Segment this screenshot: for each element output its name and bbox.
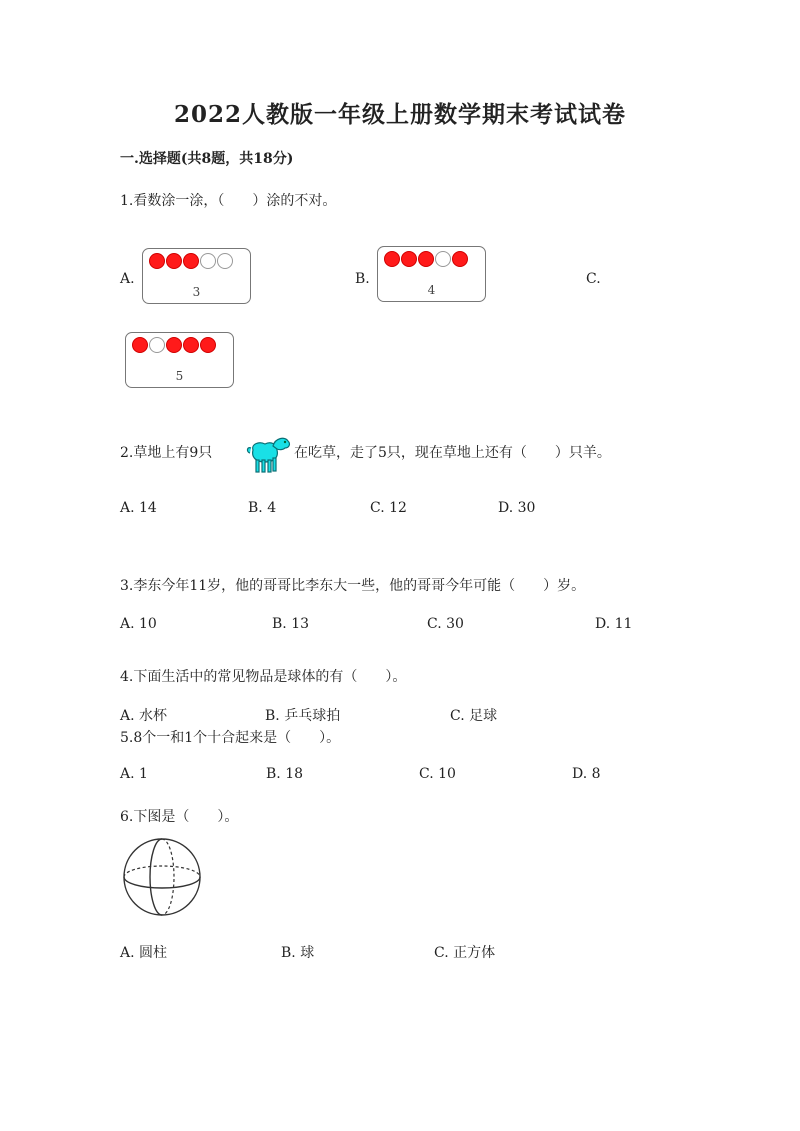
q5-option-b[interactable]: B. 18 — [266, 766, 304, 782]
q2-option-a[interactable]: A. 14 — [120, 500, 157, 516]
red-counter-dot — [418, 251, 434, 267]
q4-option-c[interactable]: C. 足球 — [450, 708, 498, 724]
question-1-stem: 1.看数涂一涂，（ ）涂的不对。 — [120, 193, 337, 209]
q6-option-a[interactable]: A. 圆柱 — [120, 945, 168, 961]
red-counter-dot — [149, 253, 165, 269]
q1-option-c-number: 5 — [175, 369, 184, 383]
q1-option-c-counter-box — [125, 332, 234, 388]
red-counter-dot — [132, 337, 148, 353]
question-5-stem: 5.8个一和1个十合起来是（ ）。 — [120, 730, 341, 746]
question-2-stem-end: 在吃草，走了5只，现在草地上还有（ ）只羊。 — [294, 445, 611, 461]
q6-option-c[interactable]: C. 正方体 — [434, 945, 496, 961]
sphere-figure-icon — [120, 838, 206, 918]
red-counter-dot — [166, 337, 182, 353]
question-3-stem: 3.李东今年11岁，他的哥哥比李东大一些，他的哥哥今年可能（ ）岁。 — [120, 578, 586, 594]
q1-option-a-dots — [149, 253, 233, 269]
question-6-stem: 6.下图是（ ）。 — [120, 809, 239, 825]
white-counter-dot — [200, 253, 216, 269]
page-title: 2022人教版一年级上册数学期末考试试卷 — [173, 101, 626, 128]
question-2-stem-start: 2.草地上有9只 — [120, 445, 213, 461]
q6-option-b[interactable]: B. 球 — [281, 945, 315, 961]
question-4-stem: 4.下面生活中的常见物品是球体的有（ ）。 — [120, 669, 407, 685]
q3-option-c[interactable]: C. 30 — [427, 616, 464, 632]
red-counter-dot — [452, 251, 468, 267]
q5-option-d[interactable]: D. 8 — [572, 766, 601, 782]
red-counter-dot — [183, 337, 199, 353]
white-counter-dot — [149, 337, 165, 353]
q1-option-a-label: A. — [120, 271, 135, 287]
red-counter-dot — [384, 251, 400, 267]
q3-option-b[interactable]: B. 13 — [272, 616, 310, 632]
q1-option-c-dots — [132, 337, 216, 353]
sheep-icon — [243, 432, 293, 476]
section-heading: 一.选择题(共8题，共18分) — [120, 151, 294, 167]
q4-option-b[interactable]: B. 乒乓球拍 — [265, 708, 341, 724]
q2-option-c[interactable]: C. 12 — [370, 500, 407, 516]
q1-option-b-number: 4 — [427, 283, 436, 297]
red-counter-dot — [166, 253, 182, 269]
red-counter-dot — [200, 337, 216, 353]
q1-option-b-label: B. — [355, 271, 370, 287]
q2-option-d[interactable]: D. 30 — [498, 500, 536, 516]
q1-option-c-label: C. — [586, 271, 601, 287]
q1-option-a-counter-box — [142, 248, 251, 304]
q5-option-c[interactable]: C. 10 — [419, 766, 456, 782]
q5-option-a[interactable]: A. 1 — [120, 766, 148, 782]
q3-option-d[interactable]: D. 11 — [595, 616, 633, 632]
red-counter-dot — [183, 253, 199, 269]
q1-option-b-counter-box — [377, 246, 486, 302]
q1-option-a-number: 3 — [192, 285, 201, 299]
q2-option-b[interactable]: B. 4 — [248, 500, 277, 516]
q4-option-a[interactable]: A. 水杯 — [120, 708, 168, 724]
q1-option-b-dots — [384, 251, 468, 267]
white-counter-dot — [217, 253, 233, 269]
red-counter-dot — [401, 251, 417, 267]
white-counter-dot — [435, 251, 451, 267]
q3-option-a[interactable]: A. 10 — [120, 616, 157, 632]
